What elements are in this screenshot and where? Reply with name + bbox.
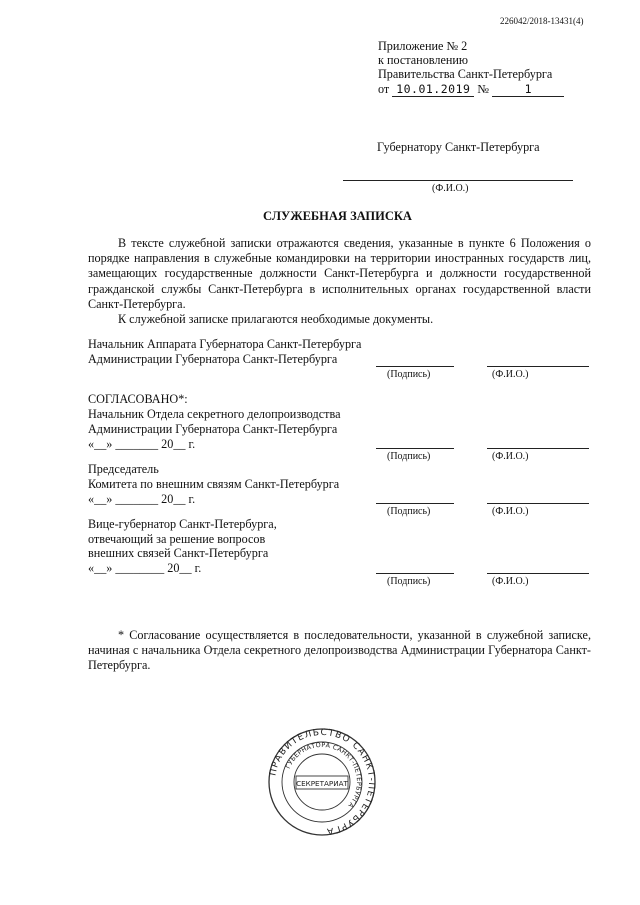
chair-fio-line [487,503,589,504]
body-text [88,236,591,327]
vice-title-line-3: внешних связей Санкт-Петербурга [88,546,269,560]
head-fio-line [487,366,589,367]
date-prefix: от [378,82,390,96]
chair-date: «__» _______ 20__ г. [88,492,196,506]
secret-title-line-1: Начальник Отдела секретного делопроизводства [88,407,341,421]
chair-title-line-1: Председатель [88,462,159,476]
stamp-inner-text: ГУБЕРНАТОРА САНКТ-ПЕТЕРБУРГА [283,740,364,810]
secret-fio-caption: (Ф.И.О.) [492,451,529,462]
head-fio-caption: (Ф.И.О.) [492,369,529,380]
secret-signature-line [376,448,454,449]
head-sign-caption: (Подпись) [387,369,431,380]
vice-signature-line [376,573,454,574]
head-title-line-2: Администрации Губернатора Санкт-Петербурга [88,352,338,366]
head-title-line-1: Начальник Аппарата Губернатора Санкт-Петербурга [88,337,362,351]
chair-fio-caption: (Ф.И.О.) [492,506,529,517]
document-id: 226042/2018-13431(4) [500,16,584,26]
agreed-label: СОГЛАСОВАНО*: [88,392,188,406]
addressee-fio-line [343,180,573,181]
appendix-line-2: к постановлению [378,53,469,67]
appendix-line-1: Приложение № 2 [378,39,468,53]
secret-date: «__» _______ 20__ г. [88,437,196,451]
secretariat-stamp [267,727,377,837]
chair-signature-line [376,503,454,504]
secret-fio-line [487,448,589,449]
chair-title-line-2: Комитета по внешним связям Санкт-Петербурга [88,477,340,491]
addressee-to: Губернатору Санкт-Петербурга [377,140,540,154]
stamp-ring-text: ПРАВИТЕЛЬСТВО САНКТ-ПЕТЕРБУРГА [268,727,377,836]
vice-fio-line [487,573,589,574]
footnote [88,628,591,674]
secret-title-line-2: Администрации Губернатора Санкт-Петербурга [88,422,338,436]
secret-sign-caption: (Подпись) [387,451,431,462]
document-title: СЛУЖЕБНАЯ ЗАПИСКА [263,209,412,223]
vice-fio-caption: (Ф.И.О.) [492,576,529,587]
footnote-text: * Согласование осуществляется в последовательности, указанной в служебной записке, начиная с начальника Отдела секретного делопроизводства Администрации Губернатора Санкт-Петербурга. [88,628,591,673]
number-prefix: № [477,82,489,96]
addressee-fio-caption: (Ф.И.О.) [432,183,469,194]
head-signature-line [376,366,454,367]
vice-title-line-1: Вице-губернатор Санкт-Петербурга, [88,517,277,531]
appendix-date-line [378,82,564,97]
stamp-center-text: СЕКРЕТАРИАТ [296,778,348,788]
body-paragraph-1: В тексте служебной записки отражаются сведения, указанные в пункте 6 Положения о порядке направления в служебные командировки на территории иностранных государств лиц, замещающих государственные должности Санкт-Петербурга и должности государственной гражданской службы Санкт-Петербурга в исполнительных органах государственной власти Санкт-Петербурга. [88,236,591,311]
vice-title-line-2: отвечающий за решение вопросов [88,532,266,546]
vice-sign-caption: (Подпись) [387,576,431,587]
vice-date: «__» ________ 20__ г. [88,561,202,575]
chair-sign-caption: (Подпись) [387,506,431,517]
appendix-line-3: Правительства Санкт-Петербурга [378,67,553,81]
body-paragraph-2: К служебной записке прилагаются необходимые документы. [118,312,434,327]
number-value: 1 [492,82,564,97]
date-value: 10.01.2019 [392,82,474,97]
